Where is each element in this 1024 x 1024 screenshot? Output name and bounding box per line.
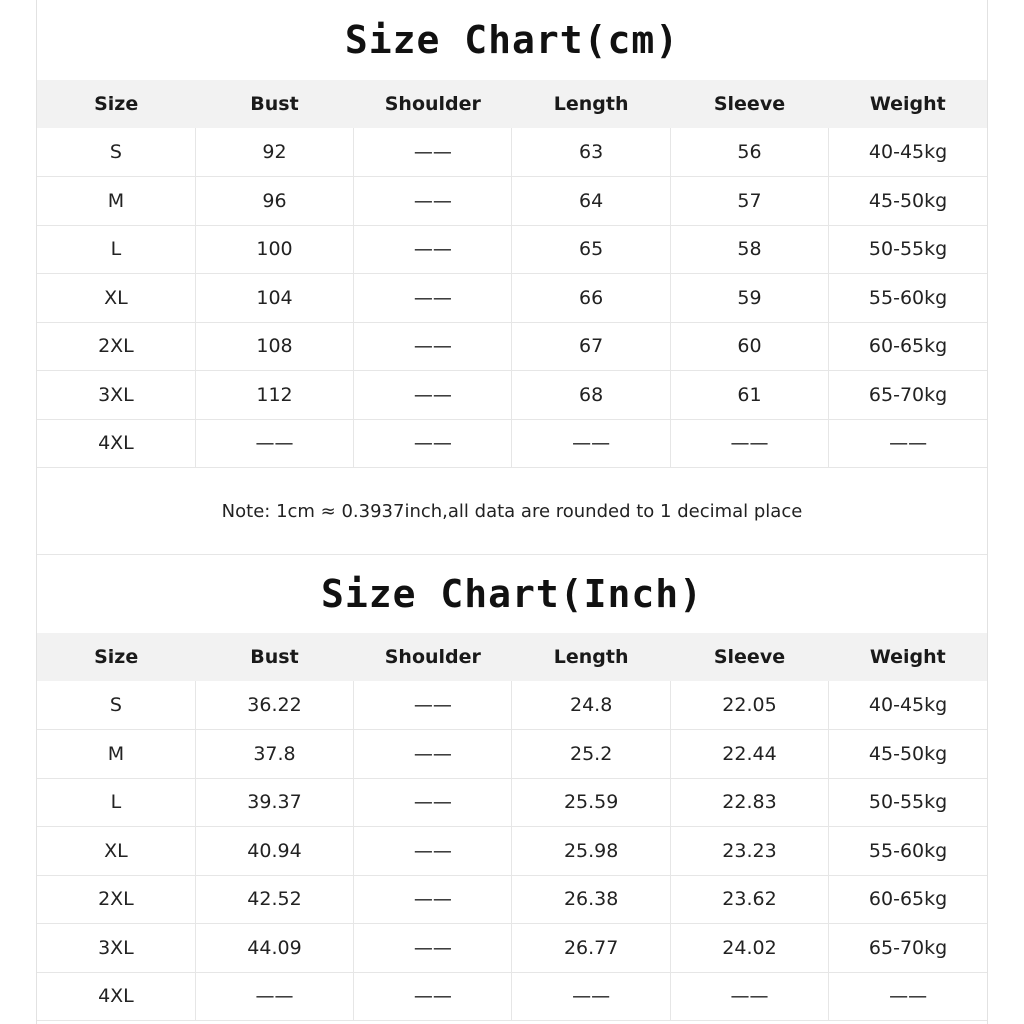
sleeve-cell: 23.23 <box>670 827 828 876</box>
bust-cell: 42.52 <box>195 875 353 924</box>
size-cell: 2XL <box>37 322 195 371</box>
column-header-sleeve: Sleeve <box>713 93 786 115</box>
bust-cell: 96 <box>195 177 353 226</box>
shoulder-cell: —— <box>354 875 512 924</box>
column-header-size: Size <box>94 646 139 668</box>
table-row <box>37 128 987 177</box>
shoulder-cell: —— <box>354 322 512 371</box>
weight-cell: 50-55kg <box>829 778 987 827</box>
shoulder-cell: —— <box>354 177 512 226</box>
table-row <box>37 274 987 323</box>
length-cell: —— <box>512 419 670 468</box>
size-cell: M <box>37 730 195 779</box>
weight-cell: 65-70kg <box>829 924 987 973</box>
sleeve-cell: —— <box>670 972 828 1021</box>
size-cell: S <box>37 128 195 177</box>
table-row <box>37 730 987 779</box>
length-cell: —— <box>512 972 670 1021</box>
shoulder-cell: —— <box>354 225 512 274</box>
weight-cell: 40-45kg <box>829 681 987 730</box>
table-row <box>37 177 987 226</box>
length-cell: 25.98 <box>512 827 670 876</box>
bust-cell: 37.8 <box>195 730 353 779</box>
column-header-shoulder: Shoulder <box>384 646 481 668</box>
table-row <box>37 924 987 973</box>
column-header-bust: Bust <box>250 93 299 115</box>
length-cell: 64 <box>512 177 670 226</box>
table-header-row <box>37 633 987 681</box>
size-cell: 3XL <box>37 371 195 420</box>
bust-cell: 44.09 <box>195 924 353 973</box>
weight-cell: 65-70kg <box>829 371 987 420</box>
table-row <box>37 371 987 420</box>
sleeve-cell: —— <box>670 419 828 468</box>
bust-cell: 104 <box>195 274 353 323</box>
size-cell: XL <box>37 274 195 323</box>
weight-cell: 60-65kg <box>829 322 987 371</box>
length-cell: 26.77 <box>512 924 670 973</box>
sleeve-cell: 22.44 <box>670 730 828 779</box>
sleeve-cell: 23.62 <box>670 875 828 924</box>
inch-size-table <box>37 633 987 1021</box>
sleeve-cell: 22.83 <box>670 778 828 827</box>
sleeve-cell: 57 <box>670 177 828 226</box>
length-cell: 26.38 <box>512 875 670 924</box>
shoulder-cell: —— <box>354 730 512 779</box>
bust-cell: 92 <box>195 128 353 177</box>
sleeve-cell: 58 <box>670 225 828 274</box>
length-cell: 67 <box>512 322 670 371</box>
table-row <box>37 972 987 1021</box>
bust-cell: —— <box>195 972 353 1021</box>
size-cell: 2XL <box>37 875 195 924</box>
length-cell: 25.59 <box>512 778 670 827</box>
size-cell: L <box>37 778 195 827</box>
table-row <box>37 875 987 924</box>
table-row <box>37 225 987 274</box>
shoulder-cell: —— <box>354 972 512 1021</box>
length-cell: 66 <box>512 274 670 323</box>
sleeve-cell: 56 <box>670 128 828 177</box>
sleeve-cell: 24.02 <box>670 924 828 973</box>
shoulder-cell: —— <box>354 924 512 973</box>
column-header-sleeve: Sleeve <box>713 646 786 668</box>
weight-cell: 55-60kg <box>829 827 987 876</box>
size-cell: L <box>37 225 195 274</box>
length-cell: 65 <box>512 225 670 274</box>
bust-cell: 39.37 <box>195 778 353 827</box>
inch-chart-title: Size Chart(Inch) <box>320 572 704 616</box>
length-cell: 24.8 <box>512 681 670 730</box>
length-cell: 63 <box>512 128 670 177</box>
sleeve-cell: 59 <box>670 274 828 323</box>
shoulder-cell: —— <box>354 681 512 730</box>
table-header-row <box>37 80 987 128</box>
length-cell: 68 <box>512 371 670 420</box>
column-header-weight: Weight <box>869 93 946 115</box>
weight-cell: 45-50kg <box>829 177 987 226</box>
size-cell: S <box>37 681 195 730</box>
size-cell: 4XL <box>37 419 195 468</box>
sleeve-cell: 60 <box>670 322 828 371</box>
shoulder-cell: —— <box>354 778 512 827</box>
shoulder-cell: —— <box>354 274 512 323</box>
column-header-shoulder: Shoulder <box>384 93 481 115</box>
table-row <box>37 778 987 827</box>
cm-size-table <box>37 80 987 468</box>
size-cell: XL <box>37 827 195 876</box>
weight-cell: 45-50kg <box>829 730 987 779</box>
sleeve-cell: 61 <box>670 371 828 420</box>
bust-cell: 40.94 <box>195 827 353 876</box>
column-header-weight: Weight <box>869 646 946 668</box>
table-row <box>37 322 987 371</box>
weight-cell: 50-55kg <box>829 225 987 274</box>
shoulder-cell: —— <box>354 827 512 876</box>
bust-cell: 112 <box>195 371 353 420</box>
table-row <box>37 419 987 468</box>
bust-cell: 36.22 <box>195 681 353 730</box>
shoulder-cell: —— <box>354 419 512 468</box>
shoulder-cell: —— <box>354 371 512 420</box>
column-header-size: Size <box>94 93 139 115</box>
size-cell: 3XL <box>37 924 195 973</box>
weight-cell: —— <box>829 972 987 1021</box>
cm-chart-title: Size Chart(cm) <box>344 18 680 62</box>
size-chart-document <box>36 0 988 1024</box>
column-header-length: Length <box>553 93 629 115</box>
weight-cell: 60-65kg <box>829 875 987 924</box>
table-row <box>37 827 987 876</box>
size-cell: M <box>37 177 195 226</box>
weight-cell: —— <box>829 419 987 468</box>
sleeve-cell: 22.05 <box>670 681 828 730</box>
bust-cell: 100 <box>195 225 353 274</box>
weight-cell: 55-60kg <box>829 274 987 323</box>
column-header-length: Length <box>553 646 629 668</box>
bust-cell: 108 <box>195 322 353 371</box>
column-header-bust: Bust <box>250 646 299 668</box>
bust-cell: —— <box>195 419 353 468</box>
length-cell: 25.2 <box>512 730 670 779</box>
size-cell: 4XL <box>37 972 195 1021</box>
table-row <box>37 681 987 730</box>
conversion-note: Note: 1cm ≈ 0.3937inch,all data are rounded to 1 decimal place <box>37 468 987 555</box>
shoulder-cell: —— <box>354 128 512 177</box>
weight-cell: 40-45kg <box>829 128 987 177</box>
